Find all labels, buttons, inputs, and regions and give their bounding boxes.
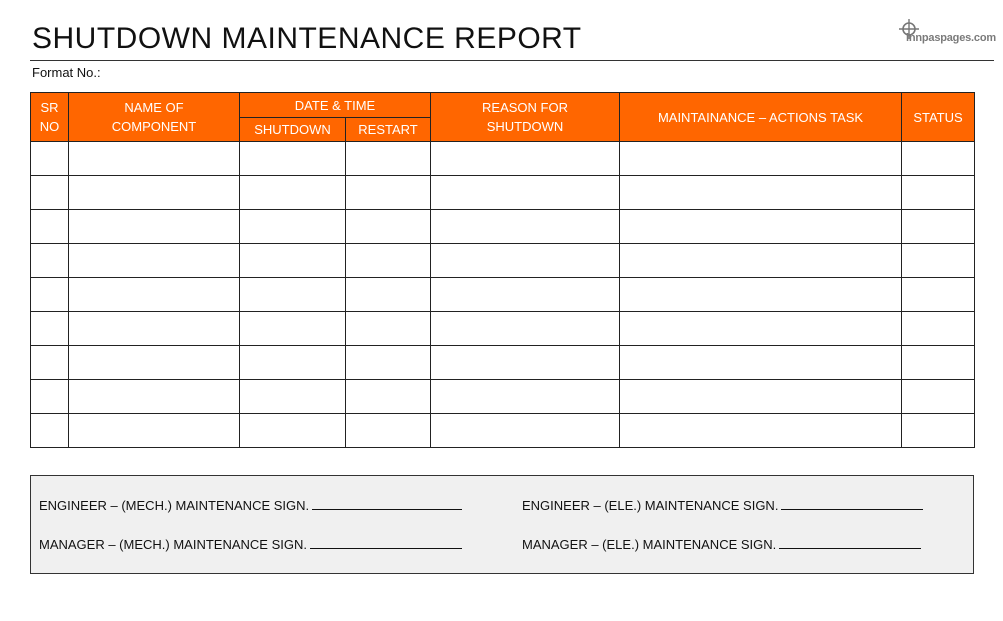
cell-status[interactable] (902, 278, 975, 312)
cell-component[interactable] (69, 210, 240, 244)
cell-restart[interactable] (346, 346, 431, 380)
cell-sr-no[interactable] (31, 244, 69, 278)
cell-shutdown[interactable] (240, 278, 346, 312)
table-row (31, 142, 975, 176)
cell-reason[interactable] (431, 142, 620, 176)
engineer-mech-signature (39, 497, 462, 513)
cell-status[interactable] (902, 312, 975, 346)
engineer-ele-sign-line[interactable] (781, 497, 923, 510)
manager-mech-sign-line[interactable] (310, 536, 462, 549)
cell-sr-no[interactable] (31, 414, 69, 448)
table-row (31, 176, 975, 210)
manager-mech-label: MANAGER – (MECH.) MAINTENANCE SIGN. (39, 537, 307, 552)
manager-mech-signature (39, 536, 462, 552)
cell-reason[interactable] (431, 278, 620, 312)
cell-actions[interactable] (620, 244, 902, 278)
cell-shutdown[interactable] (240, 346, 346, 380)
engineer-ele-signature (522, 497, 923, 513)
cell-component[interactable] (69, 346, 240, 380)
cell-status[interactable] (902, 346, 975, 380)
cell-restart[interactable] (346, 210, 431, 244)
format-number-label: Format No.: (32, 65, 101, 80)
cell-actions[interactable] (620, 142, 902, 176)
header-reason-for-shutdown: REASON FOR SHUTDOWN (431, 93, 620, 142)
cell-restart[interactable] (346, 142, 431, 176)
cell-shutdown[interactable] (240, 414, 346, 448)
cell-reason[interactable] (431, 346, 620, 380)
table-row (31, 380, 975, 414)
cell-status[interactable] (902, 414, 975, 448)
table-body (31, 142, 975, 448)
cell-component[interactable] (69, 142, 240, 176)
cell-status[interactable] (902, 176, 975, 210)
watermark (896, 18, 996, 50)
cell-restart[interactable] (346, 278, 431, 312)
cell-reason[interactable] (431, 380, 620, 414)
table-row (31, 414, 975, 448)
header-date-time: DATE & TIME (240, 93, 431, 118)
cell-component[interactable] (69, 414, 240, 448)
cell-status[interactable] (902, 210, 975, 244)
header-shutdown: SHUTDOWN (240, 118, 346, 142)
title-divider (30, 60, 994, 61)
cell-shutdown[interactable] (240, 176, 346, 210)
cell-reason[interactable] (431, 414, 620, 448)
cell-actions[interactable] (620, 312, 902, 346)
cell-actions[interactable] (620, 210, 902, 244)
table-row (31, 278, 975, 312)
header-maintenance-actions: MAINTAINANCE – ACTIONS TASK (620, 93, 902, 142)
cell-actions[interactable] (620, 414, 902, 448)
cell-shutdown[interactable] (240, 312, 346, 346)
cell-restart[interactable] (346, 312, 431, 346)
cell-status[interactable] (902, 142, 975, 176)
cell-actions[interactable] (620, 380, 902, 414)
cell-reason[interactable] (431, 312, 620, 346)
cell-sr-no[interactable] (31, 210, 69, 244)
cell-reason[interactable] (431, 210, 620, 244)
cell-component[interactable] (69, 380, 240, 414)
cell-sr-no[interactable] (31, 312, 69, 346)
cell-reason[interactable] (431, 244, 620, 278)
cell-sr-no[interactable] (31, 380, 69, 414)
table-row (31, 210, 975, 244)
engineer-mech-label: ENGINEER – (MECH.) MAINTENANCE SIGN. (39, 498, 310, 513)
cell-status[interactable] (902, 380, 975, 414)
signature-box (30, 475, 974, 574)
cell-sr-no[interactable] (31, 176, 69, 210)
cell-restart[interactable] (346, 414, 431, 448)
header-restart: RESTART (346, 118, 431, 142)
cell-shutdown[interactable] (240, 244, 346, 278)
table-row (31, 312, 975, 346)
header-sr-no: SR NO (31, 93, 69, 142)
manager-ele-sign-line[interactable] (779, 536, 921, 549)
cell-component[interactable] (69, 244, 240, 278)
cell-sr-no[interactable] (31, 278, 69, 312)
cell-status[interactable] (902, 244, 975, 278)
cell-component[interactable] (69, 176, 240, 210)
manager-ele-signature (522, 536, 921, 552)
cell-component[interactable] (69, 278, 240, 312)
table-row (31, 346, 975, 380)
cell-sr-no[interactable] (31, 346, 69, 380)
cell-shutdown[interactable] (240, 380, 346, 414)
header-name-of-component: NAME OF COMPONENT (69, 93, 240, 142)
watermark-text: innpaspages.com (906, 32, 996, 44)
cell-actions[interactable] (620, 176, 902, 210)
engineer-ele-label: ENGINEER – (ELE.) MAINTENANCE SIGN. (522, 498, 779, 513)
cell-actions[interactable] (620, 278, 902, 312)
header-status: STATUS (902, 93, 975, 142)
cell-actions[interactable] (620, 346, 902, 380)
cell-restart[interactable] (346, 244, 431, 278)
manager-ele-label: MANAGER – (ELE.) MAINTENANCE SIGN. (522, 537, 777, 552)
cell-restart[interactable] (346, 176, 431, 210)
cell-sr-no[interactable] (31, 142, 69, 176)
cell-restart[interactable] (346, 380, 431, 414)
maintenance-table (30, 92, 975, 448)
cell-shutdown[interactable] (240, 142, 346, 176)
table-row (31, 244, 975, 278)
cell-reason[interactable] (431, 176, 620, 210)
cell-component[interactable] (69, 312, 240, 346)
engineer-mech-sign-line[interactable] (312, 497, 462, 510)
cell-shutdown[interactable] (240, 210, 346, 244)
page-title: SHUTDOWN MAINTENANCE REPORT (32, 22, 582, 55)
